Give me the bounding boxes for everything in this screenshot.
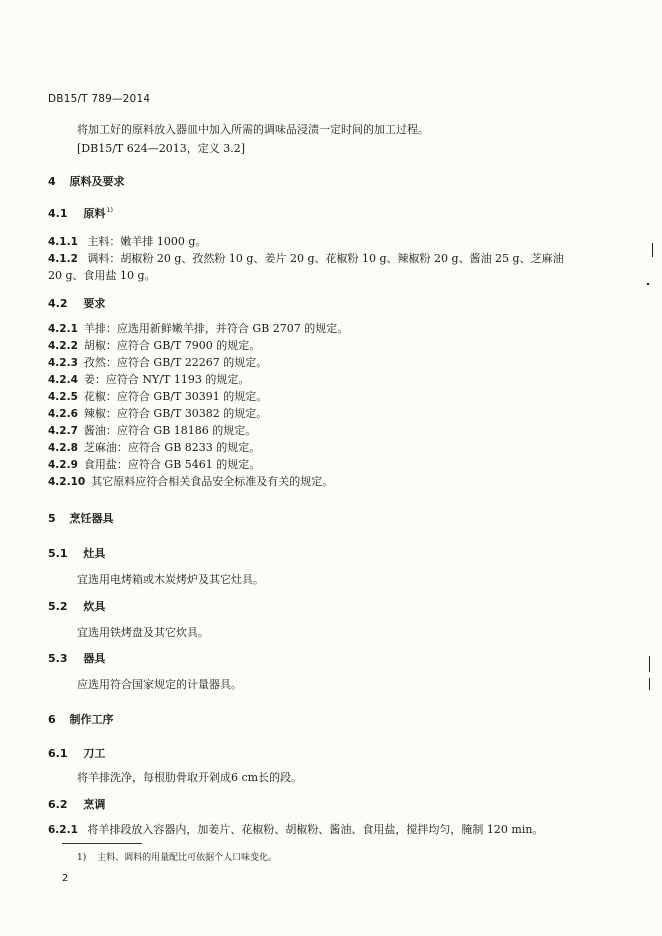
section-title: 制作工序 [69, 713, 114, 726]
section-5-3-heading [48, 650, 105, 666]
section-6-heading [48, 711, 114, 727]
page-number: 2 [62, 873, 69, 884]
section-6-2-heading [48, 796, 105, 812]
requirement-item [48, 439, 260, 455]
section-number: 4.1 [48, 207, 68, 220]
requirement-item [48, 473, 333, 489]
requirement-item [48, 320, 348, 336]
item-number: 4.2.2 [48, 340, 78, 352]
item-number: 4.2.5 [48, 391, 78, 403]
requirement-item [48, 405, 267, 421]
requirement-item [48, 388, 267, 404]
footnote-text: 主料、调料的用量配比可依据个人口味变化。 [97, 853, 278, 863]
section-5-2-heading [48, 598, 105, 614]
section-5-heading [48, 510, 114, 526]
footnote-marker: 1) [106, 206, 114, 215]
item-number: 4.2.1 [48, 323, 78, 335]
requirement-item [48, 456, 260, 472]
item-4-1-2 [48, 250, 564, 266]
scan-mark [647, 283, 649, 285]
item-text: 胡椒：应符合 GB/T 7900 的规定。 [83, 339, 261, 352]
item-4-1-1 [48, 233, 206, 249]
section-title: 要求 [83, 297, 106, 310]
item-number: 4.1.1 [48, 236, 78, 248]
item-text: 辣椒：应符合 GB/T 30382 的规定。 [83, 407, 268, 420]
section-title: 原料 [83, 207, 106, 220]
item-text: 调料：胡椒粉 20 g、孜然粉 10 g、姜片 20 g、花椒粉 10 g、辣椒粉 20 g、酱油 25 g、芝麻油 [87, 252, 564, 265]
scan-mark [649, 656, 650, 672]
item-text: 主料：嫩羊排 1000 g。 [87, 235, 207, 248]
item-number: 4.2.9 [48, 459, 78, 471]
item-text: 孜然：应符合 GB/T 22267 的规定。 [83, 356, 268, 369]
section-title: 器具 [83, 652, 106, 665]
item-text: 花椒：应符合 GB/T 30391 的规定。 [83, 390, 268, 403]
scan-mark [649, 678, 650, 690]
item-text: 酱油：应符合 GB 18186 的规定。 [83, 424, 257, 437]
section-4-2-heading [48, 295, 105, 311]
item-4-1-2-continued: 20 g、食用盐 10 g。 [48, 269, 156, 282]
section-number: 5 [48, 512, 56, 525]
footnote [77, 850, 277, 863]
section-5-2-text: 宜选用铁烤盘及其它炊具。 [77, 626, 209, 639]
footnote-rule [62, 843, 142, 844]
section-number: 5.3 [48, 652, 68, 665]
item-number: 4.1.2 [48, 253, 78, 265]
item-text: 芝麻油：应符合 GB 8233 的规定。 [83, 441, 261, 454]
section-title: 烹饪器具 [69, 512, 114, 525]
section-number: 5.1 [48, 547, 68, 560]
item-text: 其它原料应符合相关食品安全标准及有关的规定。 [91, 475, 334, 488]
section-6-1-text: 将羊排洗净，每根肋骨取开剁成6 cm长的段。 [77, 771, 303, 784]
definition-reference: [DB15/T 624—2013，定义 3.2] [77, 142, 246, 155]
item-text: 将羊排段放入容器内，加姜片、花椒粉、胡椒粉、酱油、食用盐，搅拌均匀，腌制 120 min。 [87, 823, 544, 836]
requirement-item [48, 354, 267, 370]
document-code: DB15/T 789—2014 [48, 93, 151, 105]
item-number: 4.2.10 [48, 476, 86, 488]
section-number: 4.2 [48, 297, 68, 310]
definition-text: 将加工好的原料放入器皿中加入所需的调味品浸渍一定时间的加工过程。 [77, 123, 429, 136]
item-text: 羊排：应选用新鲜嫩羊排，并符合 GB 2707 的规定。 [83, 322, 349, 335]
footnote-number: 1) [77, 853, 87, 863]
section-title: 原料及要求 [69, 175, 125, 188]
section-5-1-heading [48, 545, 105, 561]
section-5-3-text: 应选用符合国家规定的计量器具。 [77, 678, 242, 691]
requirement-item [48, 422, 256, 438]
section-4-1-heading [48, 205, 113, 221]
section-number: 6.2 [48, 798, 68, 811]
section-number: 5.2 [48, 600, 68, 613]
section-title: 灶具 [83, 547, 106, 560]
section-title: 烹调 [83, 798, 106, 811]
scan-mark [652, 243, 653, 257]
item-number: 4.2.3 [48, 357, 78, 369]
requirement-item [48, 371, 249, 387]
item-number: 6.2.1 [48, 824, 78, 836]
section-6-1-heading [48, 745, 105, 761]
requirement-item [48, 337, 260, 353]
section-title: 炊具 [83, 600, 106, 613]
item-number: 4.2.8 [48, 442, 78, 454]
item-number: 4.2.7 [48, 425, 78, 437]
section-4-heading [48, 173, 125, 189]
item-text: 食用盐：应符合 GB 5461 的规定。 [83, 458, 261, 471]
item-text: 姜：应符合 NY/T 1193 的规定。 [83, 373, 250, 386]
item-6-2-1 [48, 821, 543, 837]
section-number: 4 [48, 175, 56, 188]
section-number: 6 [48, 713, 56, 726]
section-title: 刀工 [83, 747, 106, 760]
item-number: 4.2.6 [48, 408, 78, 420]
item-number: 4.2.4 [48, 374, 78, 386]
section-5-1-text: 宜选用电烤箱或木炭烤炉及其它灶具。 [77, 573, 264, 586]
section-number: 6.1 [48, 747, 68, 760]
